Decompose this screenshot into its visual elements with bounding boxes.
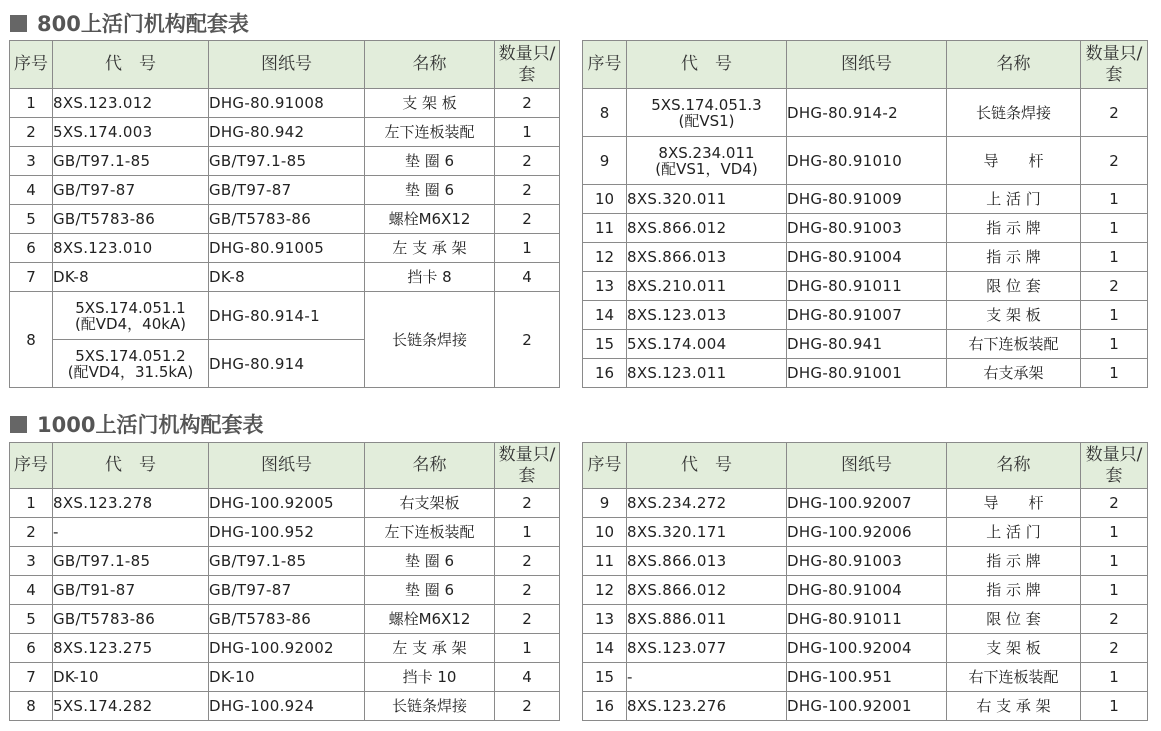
cell-name: 垫 圈 6 [365, 576, 495, 605]
table-row [10, 176, 560, 205]
square-bullet-icon [10, 416, 27, 433]
cell-name: 右 支 承 架 [947, 692, 1081, 721]
cell-name: 右支架板 [365, 489, 495, 518]
cell-drawing: DHG-100.92007 [787, 489, 947, 518]
header-no: 序号 [10, 443, 53, 489]
cell-name: 垫 圈 6 [365, 176, 495, 205]
section-title-text: 800上活门机构配套表 [37, 12, 249, 36]
table-row [583, 330, 1148, 359]
cell-drawing: DHG-80.914-1 [209, 292, 365, 340]
cell-no: 14 [583, 634, 627, 663]
cell-qty: 2 [495, 692, 560, 721]
cell-name: 支 架 板 [947, 301, 1081, 330]
cell-no: 15 [583, 663, 627, 692]
cell-qty: 2 [495, 576, 560, 605]
cell-qty: 1 [495, 118, 560, 147]
cell-qty: 1 [1081, 214, 1148, 243]
cell-qty: 2 [495, 605, 560, 634]
table-row [583, 692, 1148, 721]
cell-code: - [627, 663, 787, 692]
table-row [583, 518, 1148, 547]
cell-drawing: DHG-80.91007 [787, 301, 947, 330]
cell-name: 指 示 牌 [947, 576, 1081, 605]
cell-code [53, 340, 209, 388]
cell-drawing: DHG-100.92002 [209, 634, 365, 663]
cell-no: 12 [583, 576, 627, 605]
cell-name: 左 支 承 架 [365, 234, 495, 263]
table-800-right [582, 40, 1148, 388]
table-row [583, 272, 1148, 301]
section-title-text: 1000上活门机构配套表 [37, 413, 264, 437]
header-code: 代 号 [627, 443, 787, 489]
cell-no: 9 [583, 137, 627, 185]
cell-name: 长链条焊接 [365, 692, 495, 721]
cell-no: 11 [583, 214, 627, 243]
cell-qty: 2 [495, 176, 560, 205]
header-code: 代 号 [627, 41, 787, 89]
cell-no: 14 [583, 301, 627, 330]
cell-no: 4 [10, 176, 53, 205]
cell-code: 5XS.174.003 [53, 118, 209, 147]
cell-no: 10 [583, 185, 627, 214]
cell-no: 8 [10, 292, 53, 388]
cell-code: GB/T5783-86 [53, 205, 209, 234]
cell-name: 限 位 套 [947, 272, 1081, 301]
header-name: 名称 [365, 41, 495, 89]
cell-name: 长链条焊接 [947, 89, 1081, 137]
cell-drawing: GB/T5783-86 [209, 205, 365, 234]
cell-drawing: DHG-80.91004 [787, 243, 947, 272]
cell-drawing: DHG-100.92004 [787, 634, 947, 663]
cell-qty: 1 [1081, 301, 1148, 330]
cell-qty: 4 [495, 663, 560, 692]
header-no: 序号 [583, 443, 627, 489]
cell-code: GB/T97-87 [53, 176, 209, 205]
table-row [583, 489, 1148, 518]
cell-name: 螺栓M6X12 [365, 205, 495, 234]
cell-name: 右下连板装配 [947, 663, 1081, 692]
cell-qty: 2 [495, 205, 560, 234]
cell-qty: 1 [495, 634, 560, 663]
code-note: (配VD4，40kA) [74, 314, 187, 333]
header-qty: 数量只/套 [1081, 443, 1148, 489]
cell-code: DK-8 [53, 263, 209, 292]
cell-code: 8XS.866.012 [627, 576, 787, 605]
cell-code: 8XS.320.171 [627, 518, 787, 547]
cell-qty: 2 [495, 292, 560, 388]
section-title-1000 [10, 409, 263, 439]
cell-name: 左下连板装配 [365, 518, 495, 547]
cell-code: 5XS.174.282 [53, 692, 209, 721]
cell-code: 8XS.123.278 [53, 489, 209, 518]
cell-code: 8XS.866.012 [627, 214, 787, 243]
cell-no: 3 [10, 147, 53, 176]
code-note: (配VS1，VD4) [655, 159, 758, 178]
cell-name: 右下连板装配 [947, 330, 1081, 359]
cell-no: 16 [583, 692, 627, 721]
cell-qty: 2 [495, 89, 560, 118]
cell-qty: 1 [1081, 518, 1148, 547]
cell-code: 8XS.123.276 [627, 692, 787, 721]
cell-no: 16 [583, 359, 627, 388]
cell-no: 8 [583, 89, 627, 137]
cell-drawing: DHG-80.91005 [209, 234, 365, 263]
cell-code: 8XS.123.010 [53, 234, 209, 263]
cell-no: 2 [10, 118, 53, 147]
cell-name: 支 架 板 [365, 89, 495, 118]
cell-code: 8XS.123.275 [53, 634, 209, 663]
cell-no: 4 [10, 576, 53, 605]
table-row [583, 359, 1148, 388]
table-row [583, 243, 1148, 272]
cell-qty: 2 [1081, 634, 1148, 663]
table-row [583, 634, 1148, 663]
table-row [583, 605, 1148, 634]
header-drawing: 图纸号 [787, 41, 947, 89]
cell-qty: 1 [1081, 547, 1148, 576]
table-row [583, 663, 1148, 692]
code-line: 5XS.174.051.1 [75, 298, 186, 317]
cell-drawing: DHG-80.91004 [787, 576, 947, 605]
cell-name: 垫 圈 6 [365, 147, 495, 176]
cell-qty: 1 [1081, 185, 1148, 214]
cell-drawing: GB/T97.1-85 [209, 147, 365, 176]
cell-no: 9 [583, 489, 627, 518]
table-1000-left [9, 442, 560, 721]
cell-code: 8XS.123.013 [627, 301, 787, 330]
cell-qty: 1 [495, 234, 560, 263]
cell-name: 支 架 板 [947, 634, 1081, 663]
code-line: 8XS.234.011 [658, 143, 755, 162]
cell-qty: 1 [1081, 243, 1148, 272]
cell-name: 右支承架 [947, 359, 1081, 388]
cell-no: 5 [10, 205, 53, 234]
cell-code: 8XS.210.011 [627, 272, 787, 301]
cell-drawing: GB/T97-87 [209, 176, 365, 205]
cell-name: 垫 圈 6 [365, 547, 495, 576]
cell-code: 8XS.866.013 [627, 243, 787, 272]
cell-no: 6 [10, 634, 53, 663]
code-line: 5XS.174.051.3 [651, 95, 762, 114]
table-row [10, 234, 560, 263]
cell-code [53, 292, 209, 340]
code-note: (配VD4，31.5kA) [67, 362, 194, 381]
cell-no: 10 [583, 518, 627, 547]
cell-qty: 2 [1081, 89, 1148, 137]
cell-drawing: GB/T5783-86 [209, 605, 365, 634]
header-qty: 数量只/套 [495, 41, 560, 89]
cell-name: 导 杆 [947, 137, 1081, 185]
header-no: 序号 [10, 41, 53, 89]
table-row [10, 118, 560, 147]
cell-name: 左下连板装配 [365, 118, 495, 147]
table-row [10, 147, 560, 176]
header-qty: 数量只/套 [495, 443, 560, 489]
table-row [10, 576, 560, 605]
cell-no: 13 [583, 605, 627, 634]
header-drawing: 图纸号 [787, 443, 947, 489]
cell-drawing: DHG-80.914 [209, 340, 365, 388]
cell-code: 5XS.174.004 [627, 330, 787, 359]
cell-qty: 1 [1081, 663, 1148, 692]
cell-drawing: DHG-100.92001 [787, 692, 947, 721]
cell-code: GB/T97.1-85 [53, 547, 209, 576]
table-row [10, 292, 560, 340]
cell-code: DK-10 [53, 663, 209, 692]
cell-code: GB/T5783-86 [53, 605, 209, 634]
table-row [583, 547, 1148, 576]
cell-drawing: DHG-100.952 [209, 518, 365, 547]
cell-name: 左 支 承 架 [365, 634, 495, 663]
cell-name: 上 活 门 [947, 518, 1081, 547]
cell-name: 导 杆 [947, 489, 1081, 518]
table-row [10, 634, 560, 663]
cell-name: 指 示 牌 [947, 214, 1081, 243]
cell-drawing: DK-10 [209, 663, 365, 692]
cell-no: 6 [10, 234, 53, 263]
cell-qty: 2 [495, 489, 560, 518]
cell-qty: 1 [495, 518, 560, 547]
cell-name: 指 示 牌 [947, 547, 1081, 576]
table-row [10, 547, 560, 576]
cell-qty: 2 [1081, 272, 1148, 301]
table-row [583, 301, 1148, 330]
cell-drawing: DHG-100.951 [787, 663, 947, 692]
cell-no: 12 [583, 243, 627, 272]
cell-no: 13 [583, 272, 627, 301]
cell-no: 15 [583, 330, 627, 359]
cell-drawing: DHG-80.91003 [787, 214, 947, 243]
cell-drawing: DK-8 [209, 263, 365, 292]
cell-code: GB/T91-87 [53, 576, 209, 605]
cell-drawing: DHG-80.91011 [787, 605, 947, 634]
header-no: 序号 [583, 41, 627, 89]
cell-drawing: GB/T97-87 [209, 576, 365, 605]
table-row [10, 605, 560, 634]
header-code: 代 号 [53, 41, 209, 89]
table-row [10, 89, 560, 118]
cell-drawing: DHG-80.91011 [787, 272, 947, 301]
table-row [583, 137, 1148, 185]
cell-drawing: DHG-80.91003 [787, 547, 947, 576]
header-name: 名称 [947, 443, 1081, 489]
cell-no: 11 [583, 547, 627, 576]
table-row [10, 263, 560, 292]
cell-drawing: DHG-100.92005 [209, 489, 365, 518]
cell-no: 7 [10, 663, 53, 692]
table-row [10, 663, 560, 692]
cell-code: 8XS.866.013 [627, 547, 787, 576]
cell-code: 8XS.320.011 [627, 185, 787, 214]
cell-drawing: DHG-80.91001 [787, 359, 947, 388]
cell-no: 5 [10, 605, 53, 634]
cell-no: 1 [10, 489, 53, 518]
cell-name: 挡卡 10 [365, 663, 495, 692]
cell-qty: 2 [1081, 489, 1148, 518]
table-row [583, 185, 1148, 214]
cell-drawing: DHG-80.942 [209, 118, 365, 147]
table-row [583, 214, 1148, 243]
cell-qty: 1 [1081, 692, 1148, 721]
cell-qty: 1 [1081, 330, 1148, 359]
cell-name: 挡卡 8 [365, 263, 495, 292]
cell-drawing: GB/T97.1-85 [209, 547, 365, 576]
cell-no: 3 [10, 547, 53, 576]
cell-name: 螺栓M6X12 [365, 605, 495, 634]
square-bullet-icon [10, 15, 27, 32]
header-qty: 数量只/套 [1081, 41, 1148, 89]
header-drawing: 图纸号 [209, 443, 365, 489]
header-drawing: 图纸号 [209, 41, 365, 89]
section-title-800 [10, 8, 249, 38]
cell-name: 上 活 门 [947, 185, 1081, 214]
header-name: 名称 [947, 41, 1081, 89]
table-row [10, 518, 560, 547]
header-name: 名称 [365, 443, 495, 489]
cell-code [627, 137, 787, 185]
cell-qty: 2 [495, 147, 560, 176]
cell-qty: 2 [495, 547, 560, 576]
table-row [10, 489, 560, 518]
cell-code: 8XS.123.012 [53, 89, 209, 118]
cell-no: 8 [10, 692, 53, 721]
cell-code: GB/T97.1-85 [53, 147, 209, 176]
code-line: 5XS.174.051.2 [75, 346, 186, 365]
cell-no: 1 [10, 89, 53, 118]
cell-code: 8XS.886.011 [627, 605, 787, 634]
code-note: (配VS1) [678, 111, 735, 130]
cell-name: 指 示 牌 [947, 243, 1081, 272]
cell-no: 2 [10, 518, 53, 547]
cell-code: 8XS.123.077 [627, 634, 787, 663]
cell-drawing: DHG-80.91008 [209, 89, 365, 118]
cell-name: 限 位 套 [947, 605, 1081, 634]
cell-drawing: DHG-80.91010 [787, 137, 947, 185]
table-800-left [9, 40, 560, 388]
cell-drawing: DHG-80.914-2 [787, 89, 947, 137]
cell-code: 8XS.123.011 [627, 359, 787, 388]
cell-code: - [53, 518, 209, 547]
cell-drawing: DHG-80.91009 [787, 185, 947, 214]
cell-qty: 2 [1081, 137, 1148, 185]
cell-drawing: DHG-100.924 [209, 692, 365, 721]
table-1000-right [582, 442, 1148, 721]
table-row [10, 205, 560, 234]
table-row [10, 692, 560, 721]
cell-code: 8XS.234.272 [627, 489, 787, 518]
header-code: 代 号 [53, 443, 209, 489]
cell-drawing: DHG-80.941 [787, 330, 947, 359]
cell-drawing: DHG-100.92006 [787, 518, 947, 547]
table-row [583, 576, 1148, 605]
cell-qty: 4 [495, 263, 560, 292]
cell-qty: 1 [1081, 359, 1148, 388]
table-row [583, 89, 1148, 137]
cell-no: 7 [10, 263, 53, 292]
cell-name: 长链条焊接 [365, 292, 495, 388]
cell-qty: 1 [1081, 576, 1148, 605]
cell-code [627, 89, 787, 137]
cell-qty: 2 [1081, 605, 1148, 634]
